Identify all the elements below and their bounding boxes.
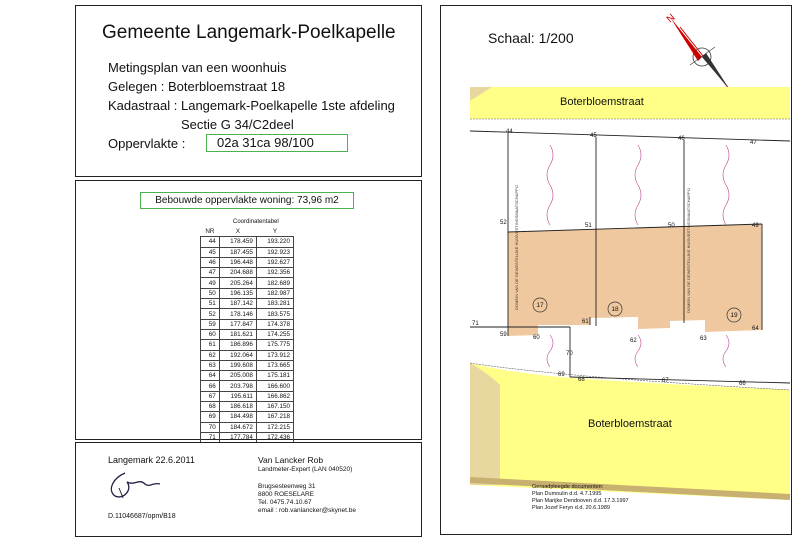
point-68: 68 — [578, 377, 585, 383]
scale-label: Schaal: 1/200 — [488, 30, 574, 46]
cell-y: 193.220 — [256, 237, 293, 247]
cell-x: 203.798 — [219, 381, 256, 391]
cell-nr: 61 — [201, 340, 220, 350]
col-nr: NR — [205, 228, 215, 236]
cell-y: 166.600 — [256, 381, 293, 391]
point-67: 67 — [662, 378, 669, 384]
point-50: 50 — [668, 223, 675, 229]
cell-x: 192.064 — [219, 350, 256, 360]
area-value: 02a 31ca 98/100 — [206, 134, 348, 152]
cell-nr: 46 — [201, 257, 220, 267]
owner-right: DOMEIN VAN DE GEWESTELIJKE HUISVESTINGSMAATSCHAPPIJ — [686, 188, 691, 313]
table-row — [201, 288, 294, 298]
point-44: 44 — [506, 129, 513, 135]
cell-x: 196.448 — [219, 257, 256, 267]
cell-x: 177.847 — [219, 319, 256, 329]
col-y: Y — [272, 228, 278, 236]
point-61: 61 — [582, 319, 589, 325]
info-line-2: Gelegen : Boterbloemstraat 18 — [108, 79, 286, 94]
cell-nr: 62 — [201, 350, 220, 360]
info-line-3: Kadastraal : Langemark-Poelkapelle 1ste afdeling — [108, 98, 395, 113]
north-label: N — [664, 12, 678, 26]
table-row — [201, 247, 294, 257]
cell-y: 172.436 — [256, 432, 293, 442]
cell-nr: 69 — [201, 412, 220, 422]
signature — [105, 468, 165, 503]
cell-y: 174.378 — [256, 319, 293, 329]
area-label: Oppervlakte : — [108, 136, 186, 151]
lot-18: 18 — [611, 306, 619, 313]
point-49: 49 — [752, 223, 759, 229]
table-row — [201, 257, 294, 267]
cell-x: 204.688 — [219, 268, 256, 278]
point-46: 46 — [678, 136, 685, 142]
table-row — [201, 278, 294, 288]
cell-nr: 51 — [201, 299, 220, 309]
cell-nr: 52 — [201, 309, 220, 319]
point-69: 69 — [558, 372, 565, 378]
coord-table-caption: Coordinatentabel — [233, 219, 279, 225]
surveyor-name: Van Lancker Rob — [258, 455, 324, 465]
cell-y: 175.181 — [256, 371, 293, 381]
cell-nr: 60 — [201, 329, 220, 339]
table-row — [201, 381, 294, 391]
info-line-1: Metingsplan van een woonhuis — [108, 60, 287, 75]
cell-y: 174.255 — [256, 329, 293, 339]
cell-y: 166.862 — [256, 391, 293, 401]
cell-y: 182.689 — [256, 278, 293, 288]
doc-2: Plan Marijke Dendooven d.d. 17.3.1997 — [532, 498, 629, 504]
table-row — [201, 319, 294, 329]
cell-x: 184.498 — [219, 412, 256, 422]
cell-x: 178.146 — [219, 309, 256, 319]
street-top-label: Boterbloemstraat — [560, 96, 644, 108]
cell-x: 186.618 — [219, 402, 256, 412]
surveyor-title: Landmeter-Expert (LAN 040520) — [258, 466, 353, 473]
cell-y: 182.987 — [256, 288, 293, 298]
ref-number: D.11046687/opm/B18 — [108, 513, 176, 520]
cell-y: 192.627 — [256, 257, 293, 267]
table-row — [201, 309, 294, 319]
cell-x: 205.264 — [219, 278, 256, 288]
built-area: Bebouwde oppervlakte woning: 73,96 m2 — [140, 192, 354, 209]
cell-x: 181.621 — [219, 329, 256, 339]
lot-19: 19 — [730, 312, 738, 319]
table-row — [201, 237, 294, 247]
table-row — [201, 329, 294, 339]
docs-title: Geraadpleegde documenten: — [532, 484, 604, 490]
point-71: 71 — [472, 321, 479, 327]
north-arrow-icon — [665, 12, 730, 90]
lot-17: 17 — [536, 302, 544, 309]
house-lot-17-18 — [508, 228, 638, 336]
street-bottom-label: Boterbloemstraat — [588, 418, 672, 430]
point-66: 66 — [739, 381, 746, 387]
point-70: 70 — [566, 351, 573, 357]
cell-nr: 71 — [201, 432, 220, 442]
cell-y: 183.575 — [256, 309, 293, 319]
cell-x: 178.459 — [219, 237, 256, 247]
cell-y: 173.912 — [256, 350, 293, 360]
address-2: 8800 ROESELARE — [258, 491, 315, 498]
cell-y: 192.923 — [256, 247, 293, 257]
cell-nr: 59 — [201, 319, 220, 329]
cell-x: 205.008 — [219, 371, 256, 381]
cell-x: 195.611 — [219, 391, 256, 401]
telephone: Tel. 0475.74.10.67 — [258, 499, 312, 506]
cell-y: 167.218 — [256, 412, 293, 422]
cell-y: 172.215 — [256, 422, 293, 432]
cell-nr: 49 — [201, 278, 220, 288]
cell-nr: 45 — [201, 247, 220, 257]
table-row — [201, 360, 294, 370]
cell-nr: 50 — [201, 288, 220, 298]
point-47: 47 — [750, 140, 757, 146]
point-62: 62 — [630, 338, 637, 344]
cell-y: 167.150 — [256, 402, 293, 412]
table-row — [201, 422, 294, 432]
owner-left: DOMEIN VAN DE GEWESTELIJKE HUISVESTINGSMAATSCHAPPIJ — [514, 185, 519, 310]
cell-x: 187.142 — [219, 299, 256, 309]
point-45: 45 — [590, 133, 597, 139]
doc-3: Plan Jozef Feryn d.d. 20.6.1989 — [532, 505, 610, 511]
table-row — [201, 391, 294, 401]
doc-1: Plan Dumoulin d.d. 4.7.1995 — [532, 491, 602, 497]
table-row — [201, 350, 294, 360]
cell-x: 186.896 — [219, 340, 256, 350]
place-date: Langemark 22.6.2011 — [108, 455, 195, 465]
address-1: Brugsesteenweg 31 — [258, 483, 316, 490]
cell-nr: 44 — [201, 237, 220, 247]
table-row — [201, 299, 294, 309]
plan-drawing — [440, 5, 790, 533]
cell-nr: 70 — [201, 422, 220, 432]
info-line-4: Sectie G 34/C2deel — [181, 117, 294, 132]
cell-nr: 63 — [201, 360, 220, 370]
col-x: X — [235, 228, 240, 236]
cell-nr: 68 — [201, 402, 220, 412]
cell-x: 199.608 — [219, 360, 256, 370]
point-52: 52 — [500, 220, 507, 226]
point-59: 59 — [500, 332, 507, 338]
point-51: 51 — [585, 223, 592, 229]
cell-x: 187.455 — [219, 247, 256, 257]
cell-nr: 66 — [201, 381, 220, 391]
cell-nr: 47 — [201, 268, 220, 278]
table-row — [201, 402, 294, 412]
cell-y: 183.281 — [256, 299, 293, 309]
table-row — [201, 340, 294, 350]
point-63: 63 — [700, 336, 707, 342]
house-lot-19 — [638, 224, 762, 332]
point-60: 60 — [533, 335, 540, 341]
coord-table — [200, 227, 294, 443]
cell-y: 173.665 — [256, 360, 293, 370]
cell-y: 175.775 — [256, 340, 293, 350]
cell-y: 192.356 — [256, 268, 293, 278]
cell-x: 177.784 — [219, 432, 256, 442]
table-row — [201, 412, 294, 422]
page-title: Gemeente Langemark-Poelkapelle — [102, 22, 396, 43]
cell-x: 196.135 — [219, 288, 256, 298]
point-64: 64 — [752, 326, 759, 332]
cell-nr: 67 — [201, 391, 220, 401]
email: email : rob.vanlancker@skynet.be — [258, 507, 357, 514]
cell-nr: 64 — [201, 371, 220, 381]
cell-x: 184.672 — [219, 422, 256, 432]
table-row — [201, 268, 294, 278]
table-row — [201, 371, 294, 381]
